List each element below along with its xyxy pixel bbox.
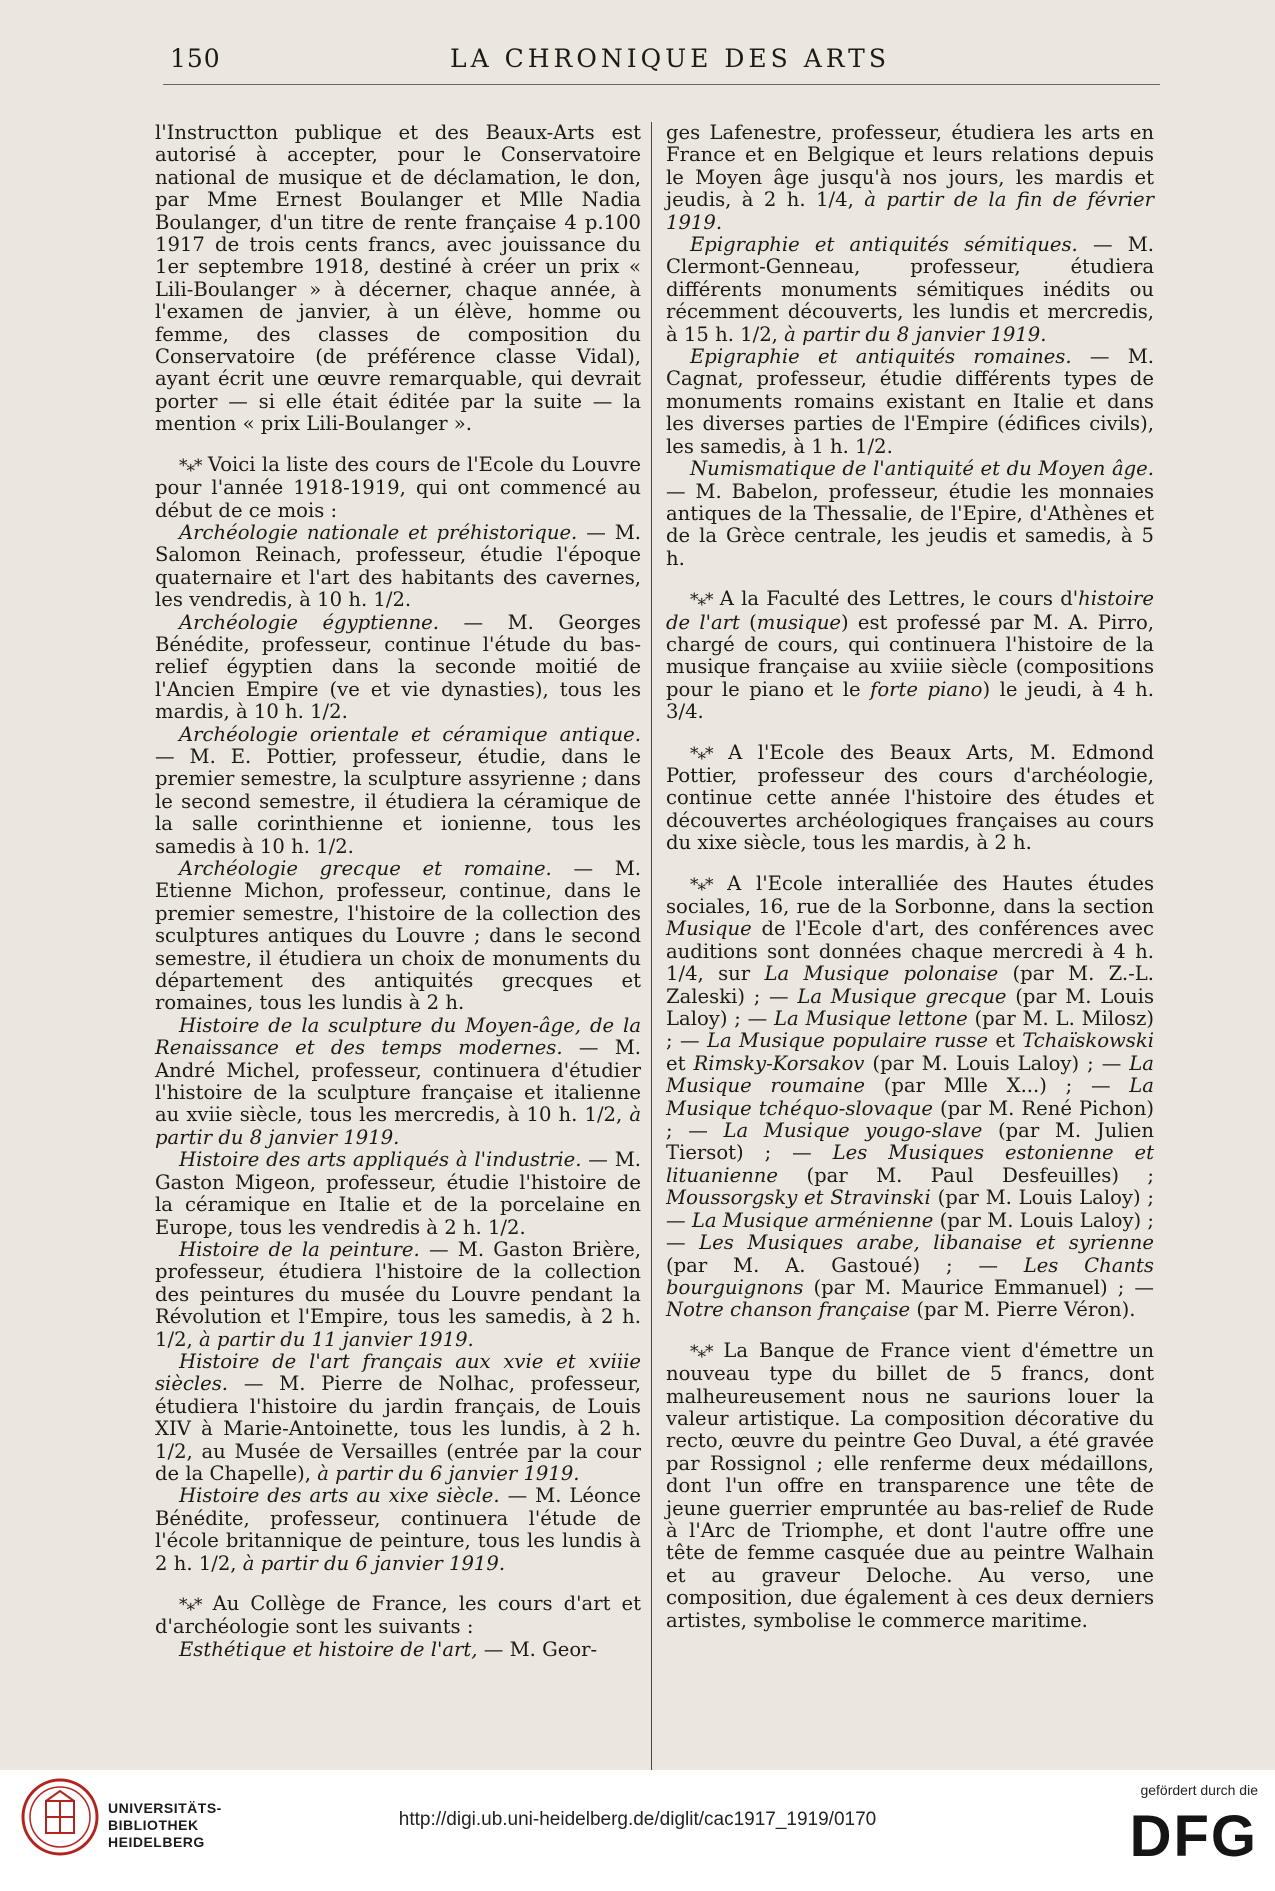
asterism: *⁎* bbox=[690, 1341, 713, 1362]
page-header bbox=[170, 44, 1170, 84]
paragraph-beaux-arts: *⁎* A l'Ecole des Beaux Arts, M. Edmond Pottier, professeur des cours d'archéologie, continue cette année l'histoire des études et découvertes archéologiques françaises au cours du xixe siècle, tous les mardis, à 2 h. bbox=[666, 740, 1154, 855]
university-name: UNIVERSITÄTS- BIBLIOTHEK HEIDELBERG bbox=[108, 1800, 222, 1850]
course-title: Histoire de la peinture. bbox=[179, 1237, 420, 1261]
journal-title: LA CHRONIQUE DES ARTS bbox=[450, 44, 890, 73]
right-column bbox=[666, 122, 1154, 1632]
paragraph-banque-de-france: *⁎* La Banque de France vient d'émettre un nouveau type du billet de 5 francs, dont malheureusement nous ne saurions louer la valeur artistique. La composition décorative du recto, œuvre du peintre Geo Duval, a été gravée par Rossignol ; elle renferme deux médaillons, dont l'un offre en transparence une tête de jeune guerrier empruntée au bas-relief de Rude à l'Arc de Triomphe, et dont l'autre offre une tête de femme casquée due au peintre Walhain et au graveur Deloche. Au verso, une composition, due également à ces deux derniers artistes, symbolise le commerce maritime. bbox=[666, 1338, 1154, 1632]
left-column bbox=[155, 122, 641, 1661]
column-separator bbox=[651, 122, 652, 1860]
course-title: Histoire des arts au xixe siècle. bbox=[179, 1484, 500, 1508]
page-number: 150 bbox=[170, 44, 221, 73]
asterism: *⁎* bbox=[690, 743, 713, 764]
source-url-link[interactable]: http://digi.ub.uni-heidelberg.de/diglit/cac1917_1919/0170 bbox=[398, 1809, 877, 1830]
course-title: Histoire des arts appliqués à l'industrie. bbox=[179, 1148, 582, 1172]
course-entry-continued: ges Lafenestre, professeur, étudiera les arts en France et en Belgique et leurs relations depuis le Moyen âge jusqu'à nos jours, les mardis et jeudis, à 2 h. 1/4, à partir de la fin de février 1919. bbox=[666, 121, 1154, 234]
course-entry: Histoire de l'art français aux xvie et xviiie siècles. — M. Pierre de Nolhac, professeur, étudiera l'histoire du jardin français, de Louis XIV à Marie-Antoinette, tous les lundis, à 2 h. 1/2, au Musée de Versailles (entrée par la cour de la Chapelle), à partir du 6 janvier 1919. bbox=[155, 1349, 641, 1485]
course-entry: Histoire des arts appliqués à l'industrie. — M. Gaston Migeon, professeur, étudie l'histoire de la céramique en Italie et de la porcelaine en Europe, tous les vendredis à 2 h. 1/2. bbox=[155, 1148, 641, 1239]
header-rule bbox=[163, 84, 1160, 85]
paragraph-faculte-lettres: *⁎* A la Faculté des Lettres, le cours d'histoire de l'art (musique) est professé par M. A. Pirro, chargé de cours, qui continuera l'histoire de la musique française au xviiie siècle (compositions pour le piano et le forte piano) le jeudi, à 4 h. 3/4. bbox=[666, 587, 1155, 724]
course-entry: Histoire de la peinture. — M. Gaston Brière, professeur, étudiera l'histoire de la collection des peintures du musée du Louvre pendant la Révolution et l'Empire, tous les samedis, à 2 h. 1/2, à partir du 11 janvier 1919. bbox=[155, 1237, 641, 1351]
dfg-caption: gefördert durch die bbox=[1140, 1782, 1258, 1798]
course-title: Numismatique de l'antiquité et du Moyen âge. bbox=[690, 457, 1154, 481]
course-title: Epigraphie et antiquités romaines. bbox=[690, 345, 1072, 369]
asterism: *⁎* bbox=[690, 590, 713, 611]
course-entry: Archéologie orientale et céramique antique. — M. E. Pottier, professeur, étudie, dans le premier semestre, la sculpture assyrienne ; dans le second semestre, il étudiera la céramique de la salle corinthienne et ionienne, tous les samedis à 10 h. 1/2. bbox=[155, 722, 641, 858]
course-entry: Esthétique et histoire de l'art, — M. Geor- bbox=[179, 1637, 598, 1661]
course-entry: Archéologie égyptienne. — M. Georges Bénédite, professeur, continue l'étude du bas-relief égyptien dans la seconde moitié de l'Ancien Empire (ve et vie dynasties), tous les mardis, à 10 h. 1/2. bbox=[155, 610, 641, 724]
course-entry: Histoire de la sculpture du Moyen-âge, de la Renaissance et des temps modernes. — M. André Michel, professeur, continuera d'étudier l'histoire de la sculpture française et italienne au xviie siècle, tous les mercredis, à 10 h. 1/2, à partir du 8 janvier 1919. bbox=[155, 1013, 641, 1149]
course-title: Esthétique et histoire de l'art, bbox=[179, 1637, 478, 1661]
asterism: *⁎* bbox=[179, 1595, 202, 1615]
paragraph-ecole-interalliee: *⁎* A l'Ecole interalliée des Hautes études sociales, 16, rue de la Sorbonne, dans la section Musique de l'Ecole d'art, des conférences avec auditions sont données chaque mercredi à 4 h. 1/4, sur La Musique polonaise (par M. Z.-L. Zaleski) ; — La Musique grecque (par M. Louis Laloy) ; — La Musique lettone (par M. L. Milosz) ; — La Musique populaire russe et Tchaïskowski et Rimsky-Korsakov (par M. Louis Laloy) ; — La Musique roumaine (par Mlle X...) ; — La Musique tchéquo-slovaque (par M. René Pichon) ; — La Musique yougo-slave (par M. Julien Tiersot) ; — Les Musiques estonienne et lituanienne (par M. Paul Desfeuilles) ; Moussorgsky et Stravinski (par M. Louis Laloy) ; — La Musique arménienne (par M. Louis Laloy) ; — Les Musiques arabe, libanaise et syrienne (par M. A. Gastoué) ; — Les Chants bourguignons (par M. Maurice Emmanuel) ; — Notre chanson française (par M. Pierre Véron). bbox=[666, 871, 1155, 1322]
course-entry: Histoire des arts au xixe siècle. — M. Léonce Bénédite, professeur, continuera l'étude de l'école britannique de peinture, tous les lundis à 2 h. 1/2, à partir du 6 janvier 1919. bbox=[155, 1484, 641, 1575]
course-entry: Epigraphie et antiquités sémitiques. — M. Clermont-Genneau, professeur, étudiera différents monuments sémitiques inédits ou récemment découverts, les lundis et mercredis, à 15 h. 1/2, à partir du 8 janvier 1919. bbox=[666, 233, 1154, 346]
course-entry: Archéologie nationale et préhistorique. — M. Salomon Reinach, professeur, étudie l'époque quaternaire et l'art des habitants des cavernes, les vendredis, à 10 h. 1/2. bbox=[155, 520, 641, 612]
paragraph-boulanger-prize: l'Instructton publique et des Beaux-Arts est autorisé à accepter, pour le Conservatoire national de musique et de déclamation, le don, par Mme Ernest Boulanger et Mlle Nadia Boulanger, d'un titre de rente française 4 p.100 1917 de trois cents francs, avec jouissance du 1er septembre 1918, destiné à créer un prix « Lili-Boulanger » à décerner, chaque année, à l'examen de janvier, à un élève, homme ou femme, des classes de composition du Conservatoire (de préférence classe Vidal), ayant écrit une œuvre remarquable, qui devrait porter — si elle était éditée par la suite — la mention « prix Lili-Boulanger ». bbox=[155, 121, 641, 436]
dfg-logo-icon: DFG bbox=[1129, 1804, 1258, 1869]
course-title: Epigraphie et antiquités sémitiques. bbox=[690, 233, 1078, 257]
asterism: *⁎* bbox=[179, 455, 202, 476]
paragraph-louvre-courses: *⁎* Voici la liste des cours de l'Ecole du Louvre pour l'année 1918-1919, qui ont commencé au début de ce mois : bbox=[155, 452, 641, 522]
course-entry: Archéologie grecque et romaine. — M. Etienne Michon, professeur, continue, dans le premier semestre, l'histoire de la collection des sculptures antiques du Louvre ; dans le second semestre, il étudiera un choix de monuments du département des antiquités grecques et romaines, tous les lundis à 2 h. bbox=[155, 857, 641, 1015]
course-entry: Epigraphie et antiquités romaines. — M. Cagnat, professeur, étudie différents types de monuments romains existant en Italie et dans les diverses parties de l'Empire (édifices civils), les samedis, à 1 h. 1/2. bbox=[666, 345, 1154, 458]
course-title: Archéologie grecque et romaine. bbox=[179, 857, 552, 880]
course-title: Archéologie orientale et céramique antique. bbox=[179, 722, 641, 746]
course-title: Histoire de la sculpture du Moyen-âge, de la Renaissance et des temps modernes. bbox=[155, 1013, 641, 1060]
asterism: *⁎* bbox=[690, 874, 713, 895]
course-entry: Numismatique de l'antiquité et du Moyen âge. — M. Babelon, professeur, étudie les monnaies antiques de la Thessalie, de l'Epire, d'Athènes et de la Grèce centrale, les jeudis et samedis, à 5 h. bbox=[666, 457, 1154, 570]
paragraph-college-de-france: *⁎* Au Collège de France, les cours d'art et d'archéologie sont les suivants : bbox=[155, 1592, 642, 1639]
course-title: Histoire de l'art français aux xvie et xviiie siècles. bbox=[155, 1349, 641, 1396]
course-title: Archéologie égyptienne. bbox=[179, 610, 440, 634]
course-title: Archéologie nationale et préhistorique. bbox=[179, 520, 578, 544]
